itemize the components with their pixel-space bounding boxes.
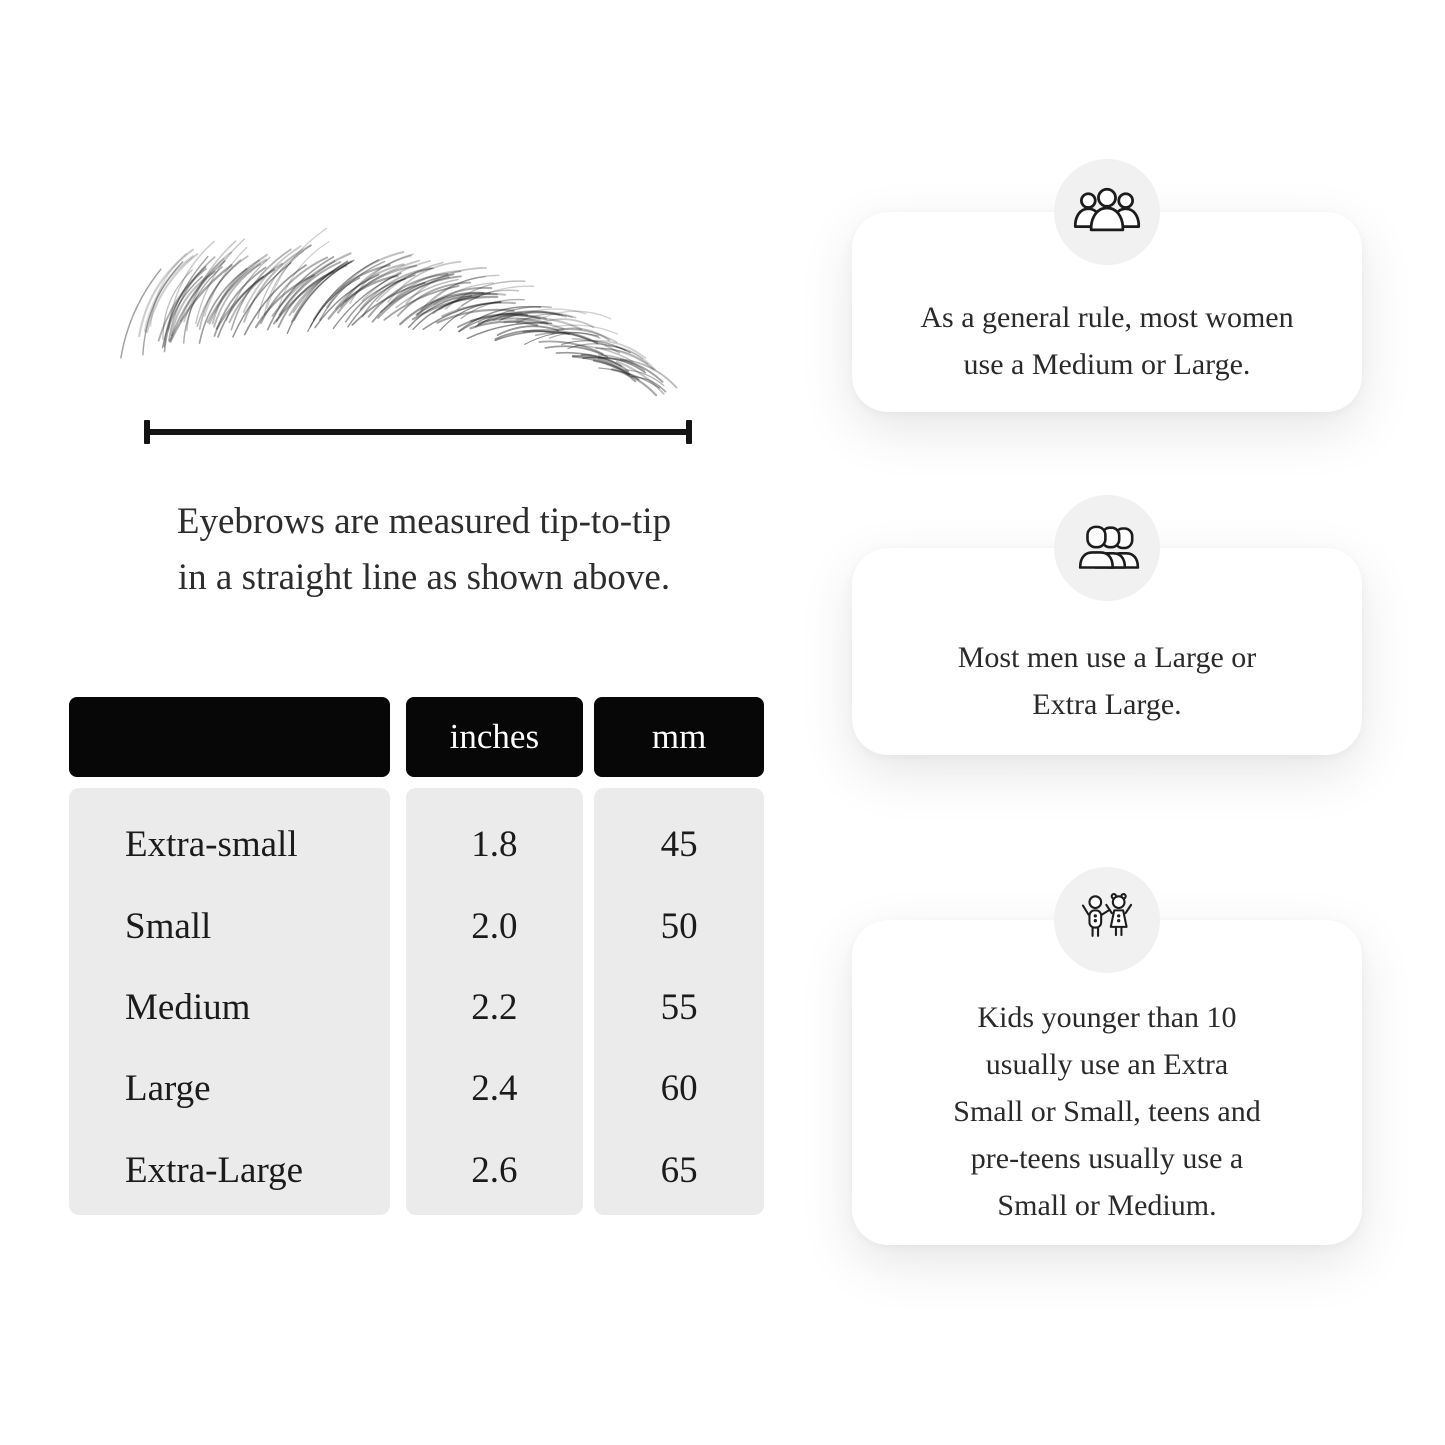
icon-circle: [1054, 867, 1160, 973]
card-text-line: Small or Small, teens and: [953, 1095, 1261, 1128]
card-text-line: Extra Large.: [1032, 687, 1182, 721]
table-cell-inches: 1.8: [471, 824, 518, 866]
card-text-line: Most men use a Large or: [957, 640, 1257, 674]
table-cell-mm: 50: [660, 905, 698, 947]
card-text: [953, 994, 1260, 1229]
table-cell-mm: 60: [660, 1068, 698, 1110]
table-cell-label: Medium: [125, 987, 251, 1029]
table-header-mm: mm: [594, 697, 764, 777]
table-column-mm: [594, 788, 764, 1215]
table-cell-label: Small: [125, 905, 212, 947]
kids-icon: [1074, 892, 1140, 948]
measurement-line: [146, 429, 690, 435]
table-cell-inches: 2.0: [471, 905, 518, 947]
size-table-header-row: [69, 697, 764, 777]
card-text-line: usually use an Extra: [985, 1048, 1229, 1081]
info-card-men: [852, 548, 1362, 755]
eyebrow-illustration: [0, 0, 760, 420]
table-cell-mm: 55: [660, 987, 698, 1029]
measurement-caption: [44, 494, 804, 606]
table-cell-inches: 2.6: [471, 1149, 518, 1191]
table-cell-label: Large: [125, 1068, 211, 1110]
table-column-labels: [69, 788, 390, 1215]
card-text-line: As a general rule, most women: [920, 301, 1294, 334]
table-cell-label: Extra-small: [125, 824, 298, 866]
table-cell-inches: 2.2: [471, 987, 518, 1029]
card-text-line: use a Medium or Large.: [963, 348, 1251, 381]
card-text: [958, 634, 1257, 728]
card-text-line: Small or Medium.: [997, 1189, 1217, 1222]
table-cell-mm: 65: [660, 1149, 698, 1191]
men-group-icon: [1068, 521, 1146, 575]
size-table: [69, 697, 764, 1215]
table-column-inches: [406, 788, 584, 1215]
card-text-line: Kids younger than 10: [977, 1001, 1237, 1034]
size-table-body: [69, 788, 764, 1215]
table-cell-mm: 45: [660, 824, 698, 866]
table-header-inches: inches: [406, 697, 584, 777]
caption-line: Eyebrows are measured tip-to-tip: [176, 501, 672, 542]
icon-circle: [1054, 159, 1160, 265]
table-header-blank: [69, 697, 390, 777]
icon-circle: [1054, 495, 1160, 601]
caption-line: in a straight line as shown above.: [177, 557, 671, 598]
table-cell-label: Extra-Large: [125, 1149, 304, 1191]
info-card-women: [852, 212, 1362, 412]
women-group-icon: [1068, 185, 1146, 239]
table-cell-inches: 2.4: [471, 1068, 518, 1110]
info-card-kids: [852, 920, 1362, 1245]
card-text: [920, 294, 1293, 388]
card-text-line: pre-teens usually use a: [970, 1142, 1244, 1175]
